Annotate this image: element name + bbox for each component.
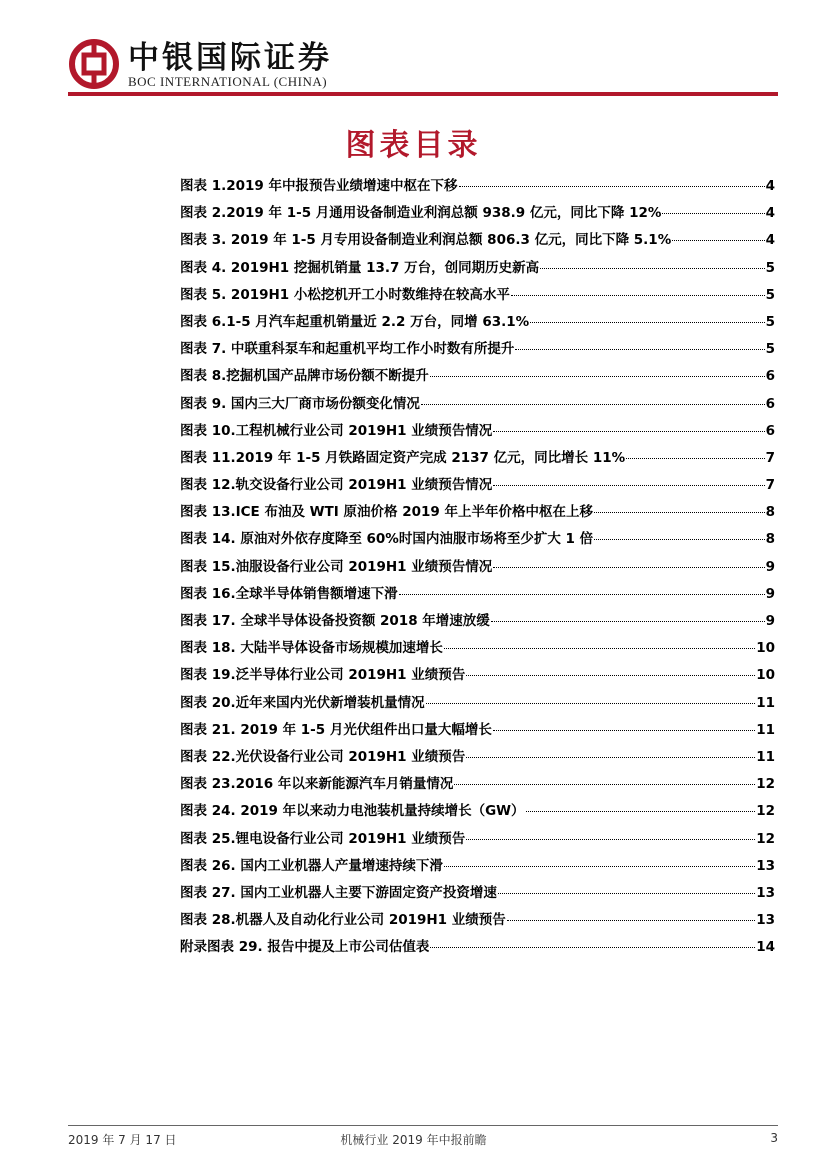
- toc-dot-leader: [430, 375, 765, 377]
- toc-entry[interactable]: [180, 772, 775, 799]
- toc-dot-leader: [493, 566, 764, 568]
- toc-entry[interactable]: [180, 174, 775, 201]
- footer-page-number: 3: [770, 1131, 778, 1145]
- toc-entry[interactable]: [180, 881, 775, 908]
- toc-dot-leader: [540, 267, 764, 269]
- toc-entry-page: 12: [756, 830, 775, 847]
- table-of-figures: [180, 174, 775, 962]
- toc-entry[interactable]: [180, 283, 775, 310]
- toc-entry-label: 图表 14. 原油对外依存度降至 60%时国内油服市场将至少扩大 1 倍: [180, 531, 594, 548]
- page-header: [68, 28, 778, 98]
- toc-entry-page: 12: [756, 776, 775, 793]
- footer-report-title: 机械行业 2019 年中报前瞻: [340, 1133, 487, 1147]
- footer-date: 2019 年 7 月 17 日: [68, 1133, 177, 1147]
- toc-dot-leader: [498, 892, 755, 894]
- toc-dot-leader: [421, 403, 765, 405]
- toc-entry[interactable]: [180, 691, 775, 718]
- toc-entry-page: 13: [756, 857, 775, 874]
- toc-entry-page: 13: [756, 884, 775, 901]
- toc-dot-leader: [626, 457, 764, 459]
- toc-entry-page: 4: [765, 232, 775, 249]
- toc-dot-leader: [515, 348, 764, 350]
- toc-entry-page: 5: [765, 313, 775, 330]
- toc-entry[interactable]: [180, 827, 775, 854]
- toc-entry-label: 图表 19.泛半导体行业公司 2019H1 业绩预告: [180, 667, 466, 684]
- toc-entry-page: 6: [765, 395, 775, 412]
- toc-dot-leader: [444, 647, 755, 649]
- toc-entry-label: 图表 13.ICE 布油及 WTI 原油价格 2019 年上半年价格中枢在上移: [180, 504, 593, 521]
- toc-entry[interactable]: [180, 473, 775, 500]
- toc-entry-page: 6: [765, 422, 775, 439]
- toc-entry-page: 8: [765, 531, 775, 548]
- toc-entry-label: 图表 22.光伏设备行业公司 2019H1 业绩预告: [180, 748, 466, 765]
- toc-dot-leader: [466, 674, 755, 676]
- toc-entry-page: 11: [756, 721, 775, 738]
- toc-entry-page: 5: [765, 259, 775, 276]
- toc-entry-label: 图表 28.机器人及自动化行业公司 2019H1 业绩预告: [180, 912, 506, 929]
- toc-entry-page: 7: [765, 449, 775, 466]
- header-divider: [68, 92, 778, 96]
- toc-entry-page: 4: [765, 205, 775, 222]
- toc-entry-label: 图表 24. 2019 年以来动力电池装机量持续增长（GW）: [180, 803, 525, 820]
- toc-dot-leader: [430, 946, 755, 948]
- toc-entry-label: 图表 1.2019 年中报预告业绩增速中枢在下移: [180, 178, 458, 194]
- toc-entry-label: 附录图表 29. 报告中提及上市公司估值表: [180, 939, 430, 956]
- toc-entry-label: 图表 15.油服设备行业公司 2019H1 业绩预告情况: [180, 558, 493, 575]
- toc-entry-page: 9: [765, 558, 775, 575]
- toc-entry-page: 8: [765, 504, 775, 521]
- toc-entry-label: 图表 20.近年来国内光伏新增装机量情况: [180, 694, 425, 711]
- toc-entry-page: 12: [756, 803, 775, 820]
- toc-dot-leader: [493, 729, 755, 731]
- toc-entry[interactable]: [180, 527, 775, 554]
- toc-entry-page: 9: [765, 585, 775, 602]
- toc-entry-label: 图表 10.工程机械行业公司 2019H1 业绩预告情况: [180, 422, 493, 439]
- toc-entry[interactable]: [180, 636, 775, 663]
- toc-entry[interactable]: [180, 364, 775, 391]
- toc-entry[interactable]: [180, 854, 775, 881]
- toc-entry[interactable]: [180, 609, 775, 636]
- toc-entry-label: 图表 27. 国内工业机器人主要下游固定资产投资增速: [180, 884, 497, 901]
- toc-dot-leader: [507, 919, 755, 921]
- toc-dot-leader: [399, 593, 765, 595]
- toc-entry-page: 6: [765, 368, 775, 385]
- toc-dot-leader: [466, 838, 755, 840]
- toc-entry-label: 图表 23.2016 年以来新能源汽车月销量情况: [180, 776, 454, 793]
- toc-entry-label: 图表 12.轨交设备行业公司 2019H1 业绩预告情况: [180, 477, 493, 494]
- toc-entry[interactable]: [180, 419, 775, 446]
- toc-entry[interactable]: [180, 337, 775, 364]
- toc-dot-leader: [493, 484, 764, 486]
- toc-entry-label: 图表 3. 2019 年 1-5 月专用设备制造业利润总额 806.3 亿元，同比下降 5.1%: [180, 232, 672, 249]
- toc-entry-page: 11: [756, 694, 775, 711]
- boc-logo-icon: [68, 38, 120, 90]
- toc-entry-label: 图表 17. 全球半导体设备投资额 2018 年增速放缓: [180, 613, 490, 629]
- toc-entry-page: 5: [765, 286, 775, 303]
- toc-entry[interactable]: [180, 718, 775, 745]
- toc-dot-leader: [672, 239, 764, 241]
- toc-dot-leader: [526, 810, 756, 812]
- toc-entry[interactable]: [180, 500, 775, 527]
- toc-entry[interactable]: [180, 446, 775, 473]
- toc-entry-label: 图表 2.2019 年 1-5 月通用设备制造业利润总额 938.9 亿元，同比下降 12%: [180, 205, 662, 222]
- toc-dot-leader: [454, 783, 755, 785]
- toc-entry-label: 图表 18. 大陆半导体设备市场规模加速增长: [180, 640, 443, 657]
- toc-dot-leader: [594, 511, 765, 513]
- toc-dot-leader: [662, 212, 764, 214]
- toc-entry-label: 图表 9. 国内三大厂商市场份额变化情况: [180, 395, 420, 412]
- toc-dot-leader: [444, 865, 755, 867]
- toc-entry-page: 14: [756, 939, 775, 956]
- toc-dot-leader: [426, 702, 756, 704]
- toc-dot-leader: [466, 756, 755, 758]
- toc-entry-page: 9: [765, 613, 775, 629]
- toc-entry[interactable]: [180, 555, 775, 582]
- toc-entry-label: 图表 7. 中联重科泵车和起重机平均工作小时数有所提升: [180, 341, 515, 358]
- toc-entry-label: 图表 5. 2019H1 小松挖机开工小时数维持在较高水平: [180, 286, 510, 303]
- toc-dot-leader: [511, 294, 765, 296]
- toc-entry[interactable]: [180, 799, 775, 826]
- toc-entry-label: 图表 8.挖掘机国产品牌市场份额不断提升: [180, 368, 429, 385]
- toc-dot-leader: [493, 430, 764, 432]
- toc-entry[interactable]: [180, 201, 775, 228]
- toc-entry[interactable]: [180, 392, 775, 419]
- toc-entry[interactable]: [180, 745, 775, 772]
- toc-entry-page: 7: [765, 477, 775, 494]
- toc-entry-page: 13: [756, 912, 775, 929]
- toc-entry-page: 10: [756, 667, 775, 684]
- toc-entry-label: 图表 4. 2019H1 挖掘机销量 13.7 万台，创同期历史新高: [180, 259, 540, 276]
- toc-entry[interactable]: [180, 582, 775, 609]
- footer-divider: [68, 1125, 778, 1126]
- toc-dot-leader: [530, 321, 764, 323]
- toc-entry[interactable]: [180, 256, 775, 283]
- toc-entry-page: 10: [756, 640, 775, 657]
- toc-entry-label: 图表 16.全球半导体销售额增速下滑: [180, 585, 398, 602]
- toc-entry[interactable]: [180, 310, 775, 337]
- toc-entry-label: 图表 25.锂电设备行业公司 2019H1 业绩预告: [180, 830, 466, 847]
- toc-entry[interactable]: [180, 908, 775, 935]
- brand-name-english: BOC INTERNATIONAL (CHINA): [128, 74, 328, 89]
- toc-entry-label: 图表 6.1-5 月汽车起重机销量近 2.2 万台，同增 63.1%: [180, 313, 530, 330]
- toc-entry-label: 图表 21. 2019 年 1-5 月光伏组件出口量大幅增长: [180, 721, 492, 738]
- toc-dot-leader: [491, 620, 765, 622]
- toc-entry[interactable]: [180, 663, 775, 690]
- toc-entry-label: 图表 11.2019 年 1-5 月铁路固定资产完成 2137 亿元，同比增长 11%: [180, 449, 626, 466]
- toc-entry-label: 图表 26. 国内工业机器人产量增速持续下滑: [180, 857, 443, 874]
- page-title: 图表目录: [345, 128, 482, 163]
- toc-entry[interactable]: [180, 935, 775, 962]
- brand-name-chinese: 中银国际证券: [128, 40, 332, 76]
- toc-dot-leader: [459, 185, 765, 187]
- toc-entry-page: 5: [765, 341, 775, 358]
- toc-dot-leader: [594, 538, 764, 540]
- toc-entry-page: 11: [756, 748, 775, 765]
- toc-entry[interactable]: [180, 228, 775, 255]
- toc-entry-page: 4: [765, 178, 775, 194]
